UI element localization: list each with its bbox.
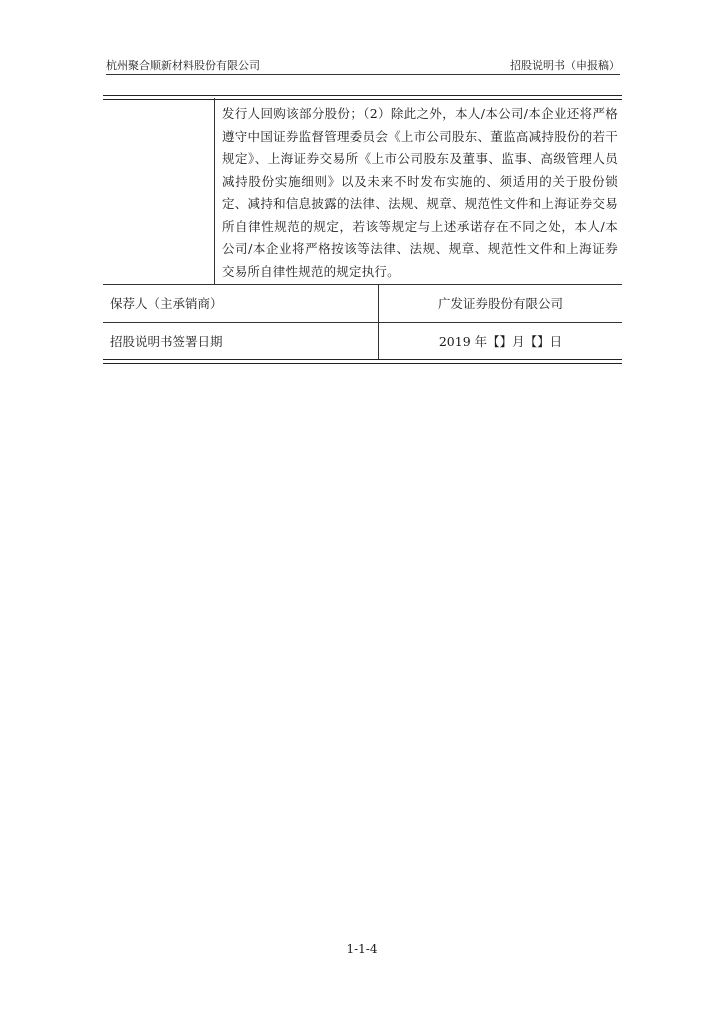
sponsor-value: 广发证券股份有限公司 [437, 296, 563, 311]
sponsor-label: 保荐人（主承销商） [110, 296, 223, 311]
table-row-signing-date [103, 323, 622, 360]
header-document-title: 招股说明书（申报稿） [510, 59, 620, 72]
table-bottom-double-rule [103, 359, 622, 364]
commitment-text: 发行人回购该部分股份；（2）除此之外，本人/本公司/本企业还将严格遵守中国证券监督管理委员会《上市公司股东、董监高减持股份的若干规定》、上海证券交易所《上市公司股东及董事、监事、高级管理人员减持股份实施细则》以及未来不时发布实施的、须适用的关于股份锁定、减持和信息披露的法律、法规、规章、规范性文件和上海证券交易所自律性规范的规定，若该等规定与上述承诺存在不同之处，本人/本公司/本企业将严格按该等法律、法规、规章、规范性文件和上海证券交易所自律性规范的规定执行。 [222, 106, 618, 279]
page-header [106, 58, 620, 74]
header-rule [106, 74, 620, 75]
table-row-sponsor [103, 285, 622, 323]
page-number: 1-1-4 [346, 942, 378, 956]
header-company-name: 杭州聚合顺新材料股份有限公司 [106, 59, 260, 72]
summary-table [103, 98, 622, 360]
signing-date-label: 招股说明书签署日期 [110, 334, 223, 349]
table-row-commitment [103, 98, 622, 285]
table-cell-empty [103, 98, 215, 284]
signing-date-value: 2019 年【】月【】日 [438, 334, 563, 349]
